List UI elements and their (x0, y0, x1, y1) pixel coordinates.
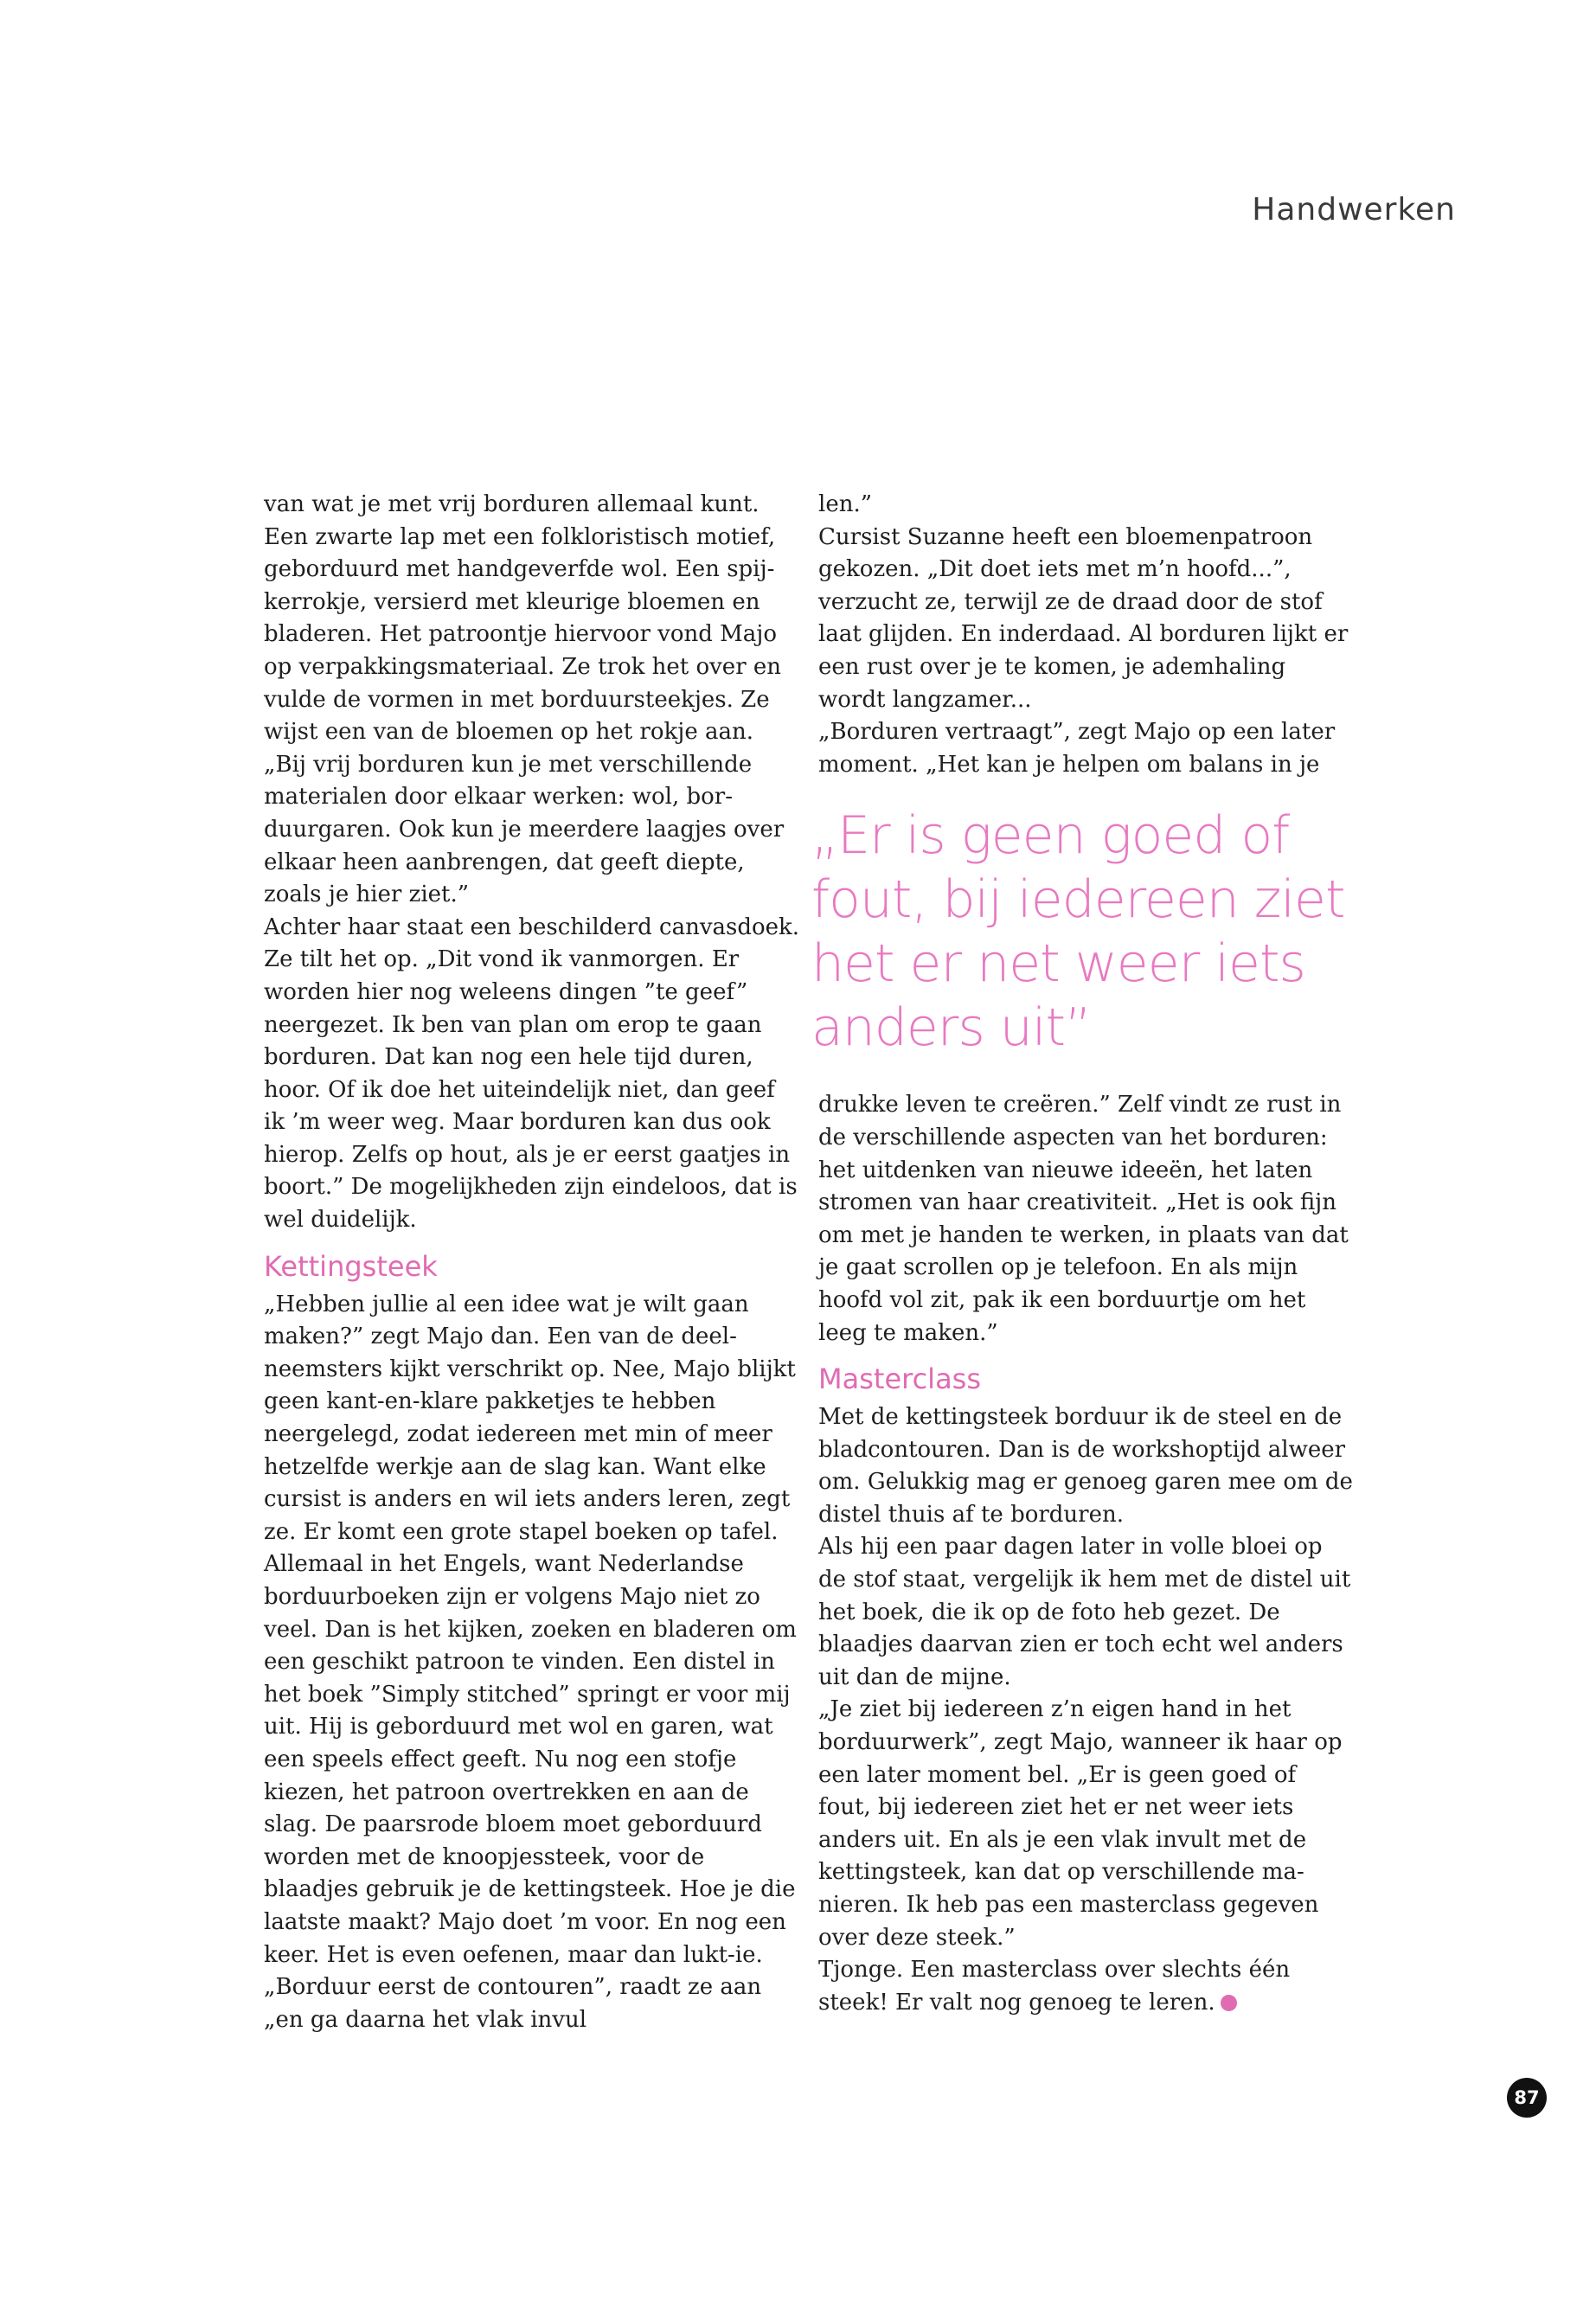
pull-quote: „Er is geen goed of fout, bij iedereen ziet het er net weer iets anders uit” (811, 805, 1345, 1059)
section-label: Handwerken (1252, 192, 1456, 228)
paragraph: „Hebben jullie al een idee wat je wilt gaan maken?” zegt Majo dan. Een van de deelneemsters kijkt verschrikt op. Nee, Majo blijkt geen kant-en-klare pakketjes te hebben neergelegd, zodat iedereen met min of meer hetzelfde werkje aan de slag kan. Want elke cursist is anders en wil iets anders leren, zegt ze. Er komt een grote stapel boeken op tafel. Allemaal in het Engels, want Nederlandse borduurboeken zijn er volgens Majo niet zo veel. Dan is het kijken, zoeken en bladeren om een geschikt patroon te vinden. Een distel in het boek ”Simply stitched” springt er voor mij uit. Hij is geborduurd met wol en garen, wat een speels effect geeft. Nu nog een stofje kiezen, het patroon overtrekken en aan de slag. De paarsrode bloem moet geborduurd worden met de knoopjessteek, voor de blaadjes gebruik je de kettingsteek. Hoe je die laatste maakt? Majo doet ’m voor. En nog een keer. Het is even oefenen, maar dan lukt-ie. „Borduur eerst de contouren”, raadt ze aan „en ga daarna het vlak invul (264, 1291, 797, 2033)
paragraph: van wat je met vrij borduren allemaal kunt. Een zwarte lap met een folkloristisch motief, geborduurd met handgeverfde wol. Een spijkerrokje, versierd met kleurige bloemen en bladeren. Het patroontje hiervoor vond Majo op verpakkingsmateriaal. Ze trok het over en vulde de vormen in met borduursteekjes. Ze wijst een van de bloemen op het rokje aan. (264, 491, 782, 746)
subheading-kettingsteek: Kettingsteek (264, 1249, 438, 1283)
paragraph: Achter haar staat een beschilderd canvasdoek. Ze tilt het op. „Dit vond ik vanmorgen. Er worden hier nog weleens dingen ”te geef” neergezet. Ik ben van plan om erop te gaan borduren. Dat kan nog een hele tijd duren, hoor. Of ik doe het uiteindelijk niet, dan geef ik ’m weer weg. Maar borduren kan dus ook hierop. Zelfs op hout, als je er eerst gaatjes in boort.” De mogelijkheden zijn eindeloos, dat is wel duidelijk. (264, 913, 800, 1234)
subheading-masterclass: Masterclass (818, 1362, 982, 1396)
left-column (264, 489, 800, 2036)
paragraph: Cursist Suzanne heeft een bloemenpatroon gekozen. „Dit doet iets met m’n hoofd...”, verzucht ze, terwijl ze de draad door de stof laat glijden. En inderdaad. Al borduren lijkt er een rust over je te komen, je ademhaling wordt langzamer... (818, 523, 1349, 713)
paragraph: Met de kettingsteek borduur ik de steel en de bladcontouren. Dan is de workshoptijd alweer om. Gelukkig mag er genoeg garen mee om de distel thuis af te borduren. (818, 1404, 1353, 1528)
paragraph: len.” (818, 491, 873, 517)
final-text: Tjonge. Een masterclass over slechts één steek! Er valt nog genoeg te leren. (818, 1957, 1291, 2016)
paragraph: „Bij vrij borduren kun je met verschillende materialen door elkaar werken: wol, borduurgaren. Ook kun je meerdere laagjes over elkaar heen aanbrengen, dat geeft diepte, zoals je hier ziet.” (264, 751, 785, 908)
paragraph: „Borduren vertraagt”, zegt Majo op een later moment. „Het kan je helpen om balans in je (818, 719, 1336, 778)
paragraph: „Je ziet bij iedereen z’n eigen hand in het borduurwerk”, zegt Majo, wanneer ik haar op een later moment bel. „Er is geen goed of fout, bij iedereen ziet het er net weer iets anders uit. En als je een vlak invult met de kettingsteek, kan dat op verschillende manieren. Ik heb pas een masterclass gegeven over deze steek.” (818, 1696, 1343, 1951)
page-number: 87 (1507, 2078, 1547, 2118)
paragraph: Als hij een paar dagen later in volle bloei op de stof staat, vergelijk ik hem met de distel uit het boek, die ik op de foto heb gezet. De blaadjes daarvan zien er toch echt wel anders uit dan de mijne. (818, 1534, 1351, 1690)
right-column (811, 489, 1355, 2019)
paragraph-final (818, 1954, 1355, 2019)
end-mark-dot (1221, 1995, 1237, 2011)
paragraph: drukke leven te creëren.” Zelf vindt ze rust in de verschillende aspecten van het borduren: het uitdenken van nieuwe ideeën, het laten stromen van haar creativiteit. „Het is ook fijn om met je handen te werken, in plaats van dat je gaat scrollen op je telefoon. En als mijn hoofd vol zit, pak ik een borduurtje om het leeg te maken.” (818, 1092, 1349, 1346)
